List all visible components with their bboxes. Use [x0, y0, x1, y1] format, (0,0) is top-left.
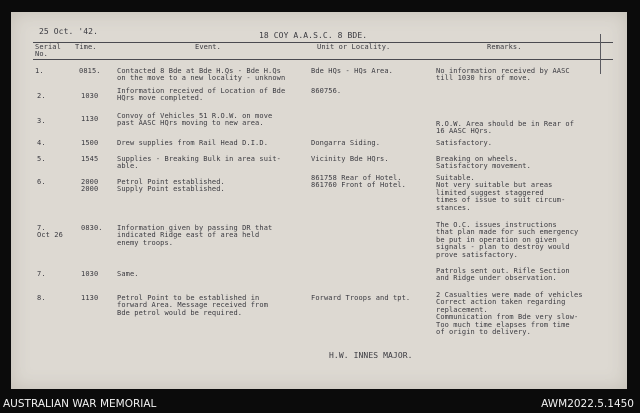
row-5-serial: 5. — [37, 155, 46, 163]
header-unit: Unit or Locality. — [317, 43, 391, 51]
row-1-event: Contacted 8 Bde at Bde H.Qs - Bde H.Qs on the move to a new locality - unknown — [117, 67, 286, 83]
row-6-event: Petrol Point established. Supply Point established. — [117, 178, 225, 194]
header-serial: Serial No. — [35, 43, 61, 59]
row-2-time: 1030 — [81, 92, 99, 100]
row-7-serial: 7. Oct 26 — [37, 224, 63, 240]
row-9-remarks: 2 Casualties were made of vehicles Correct action taken regarding replacement. Communication from Bde very slow- Too much time elapses from time of origin to delivery. — [436, 291, 583, 337]
margin-line — [600, 34, 601, 74]
row-8-serial: 7. — [37, 270, 46, 278]
row-6-unit: 861758 Rear of Hotel. 861760 Front of Hotel. — [311, 174, 406, 190]
row-5-unit: Vicinity Bde HQrs. — [311, 155, 389, 163]
row-7-event: Information given by passing DR that indicated Ridge east of area held enemy troops. — [117, 224, 273, 247]
row-5-time: 1545 — [81, 155, 99, 163]
row-4-remarks: Satisfactory. — [436, 139, 493, 147]
row-3-serial: 3. — [37, 117, 46, 125]
footer-bar — [0, 393, 640, 413]
row-8-remarks: Patrols sent out. Rifle Section and Ridge under observation. — [436, 267, 570, 283]
row-2-unit: 860756. — [311, 87, 342, 95]
row-3-remarks: R.O.W. Area should be in Rear of 16 AASC HQrs. — [436, 120, 575, 136]
row-4-event: Drew supplies from Rail Head D.I.D. — [117, 139, 269, 147]
row-7-remarks: The O.C. issues instructions that plan made for such emergency be put in operation on given signals - plan to destroy would prove satisfactory. — [436, 221, 579, 259]
row-3-time: 1130 — [81, 115, 99, 123]
row-4-serial: 4. — [37, 139, 46, 147]
reference-number: AWM2022.5.1450 — [541, 398, 634, 410]
row-1-remarks: No information received by AASC till 1030 hrs of move. — [436, 67, 570, 83]
row-5-remarks: Breaking on wheels. Satisfactory movement. — [436, 155, 531, 171]
row-1-time: 0815. — [79, 67, 101, 75]
row-3-event: Convoy of Vehicles 51 R.O.W. on move past AASC HQrs moving to new area. — [117, 112, 273, 128]
unit-title: 18 COY A.A.S.C. 8 BDE. — [259, 31, 368, 40]
row-4-time: 1500 — [81, 139, 99, 147]
row-6-serial: 6. — [37, 178, 46, 186]
row-5-event: Supplies - Breaking Bulk in area suit- able. — [117, 155, 281, 171]
header-remarks: Remarks. — [487, 43, 522, 51]
row-6-remarks: Suitable. Not very suitable but areas limited suggest staggered times of issue to suit circum- stances. — [436, 174, 566, 212]
header-event: Event. — [195, 43, 221, 51]
row-9-time: 1130 — [81, 294, 99, 302]
row-6-time: 2000 2000 — [81, 178, 99, 194]
row-8-event: Same. — [117, 270, 139, 278]
row-8-time: 1030 — [81, 270, 99, 278]
row-9-serial: 8. — [37, 294, 46, 302]
row-9-event: Petrol Point to be established in forward Area. Message received from Bde petrol would be required. — [117, 294, 269, 317]
war-diary-page — [11, 12, 627, 389]
row-4-unit: Dongarra Siding. — [311, 139, 381, 147]
signature: H.W. INNES MAJOR. — [329, 351, 413, 360]
row-9-unit: Forward Troops and tpt. — [311, 294, 411, 302]
header-time: Time. — [75, 43, 97, 51]
diary-date: 25 Oct. '42. — [39, 27, 98, 36]
row-7-time: 0830. — [81, 224, 103, 232]
row-2-event: Information received of Location of Bde HQrs move completed. — [117, 87, 286, 103]
row-2-serial: 2. — [37, 92, 46, 100]
institution-label: AUSTRALIAN WAR MEMORIAL — [3, 398, 157, 410]
header-rule-bottom — [33, 59, 613, 60]
row-1-unit: Bde HQs - HQs Area. — [311, 67, 393, 75]
row-1-serial: 1. — [35, 67, 44, 75]
